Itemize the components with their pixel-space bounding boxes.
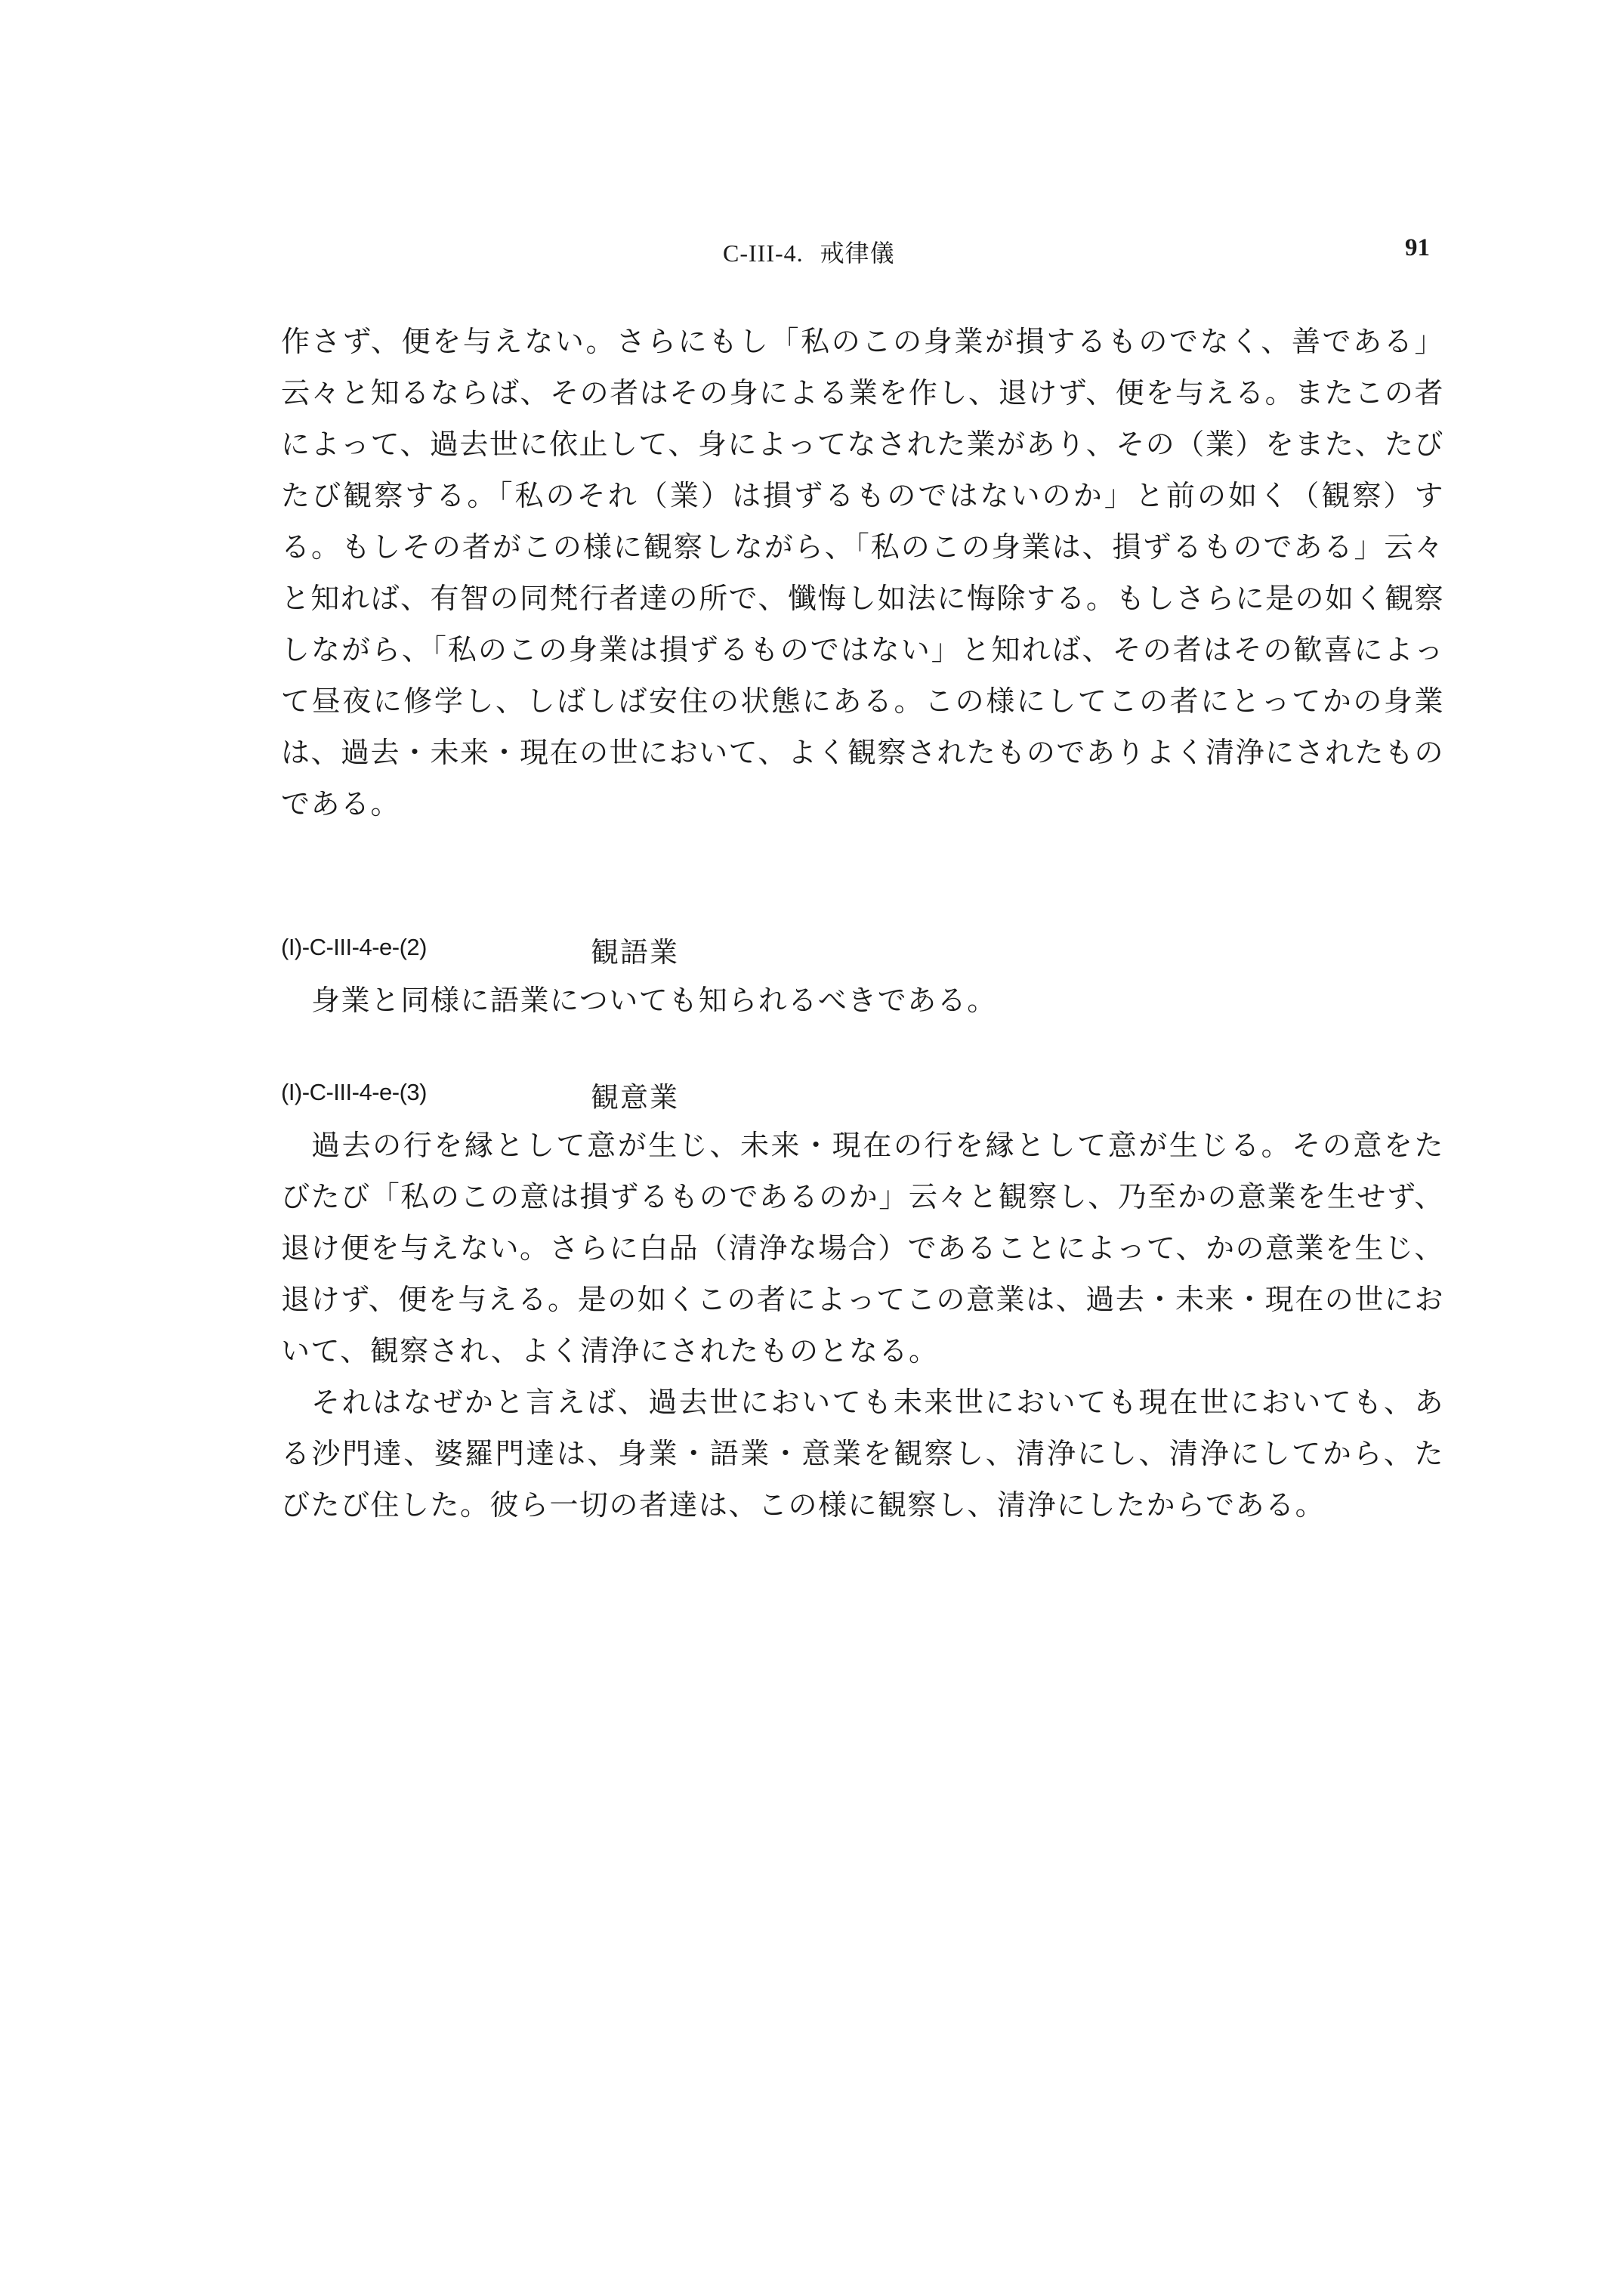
section-body [281,975,1444,1026]
intro-text-block [281,316,1444,830]
header-section-ref: C-III-4. [723,239,804,267]
section-body [281,1120,1444,1531]
section-paragraph: 過去の行を縁として意が生じ、未来・現在の行を縁として意が生じる。その意をたびたび「私のこの意は損ずるものであるのか」云々と観察し、乃至かの意業を生せず、退け便を与えない。さらに白品（清浄な場合）であることによって、かの意業を生じ、退けず、便を与える。是の如くこの者によってこの意業は、過去・未来・現在の世において、観察され、よく清浄にされたものとなる。 [281,1129,1444,1367]
intro-paragraph: 作さず、便を与えない。さらにもし「私のこの身業が損するものでなく、善である」云々と知るならば、その者はその身による業を作し、退けず、便を与える。またこの者によって、過去世に依止して、身によってなされた業があり、その（業）をまた、たびたび観察する。「私のそれ（業）は損ずるものではないのか」と前の如く（観察）する。もしその者がこの様に観察しながら、「私のこの身業は、損ずるものである」云々と知れば、有智の同梵行者達の所で、懺悔し如法に悔除する。もしさらに是の如く観察しながら、「私のこの身業は損ずるものではない」と知れば、その者はその歓喜によって昼夜に修学し、しばしば安住の状態にある。この様にしてこの者にとってかの身業は、過去・未来・現在の世において、よく観察されたものでありよく清浄にされたものである。 [281,325,1444,820]
section-paragraph: 身業と同様に語業についても知られるべきである。 [311,984,997,1017]
page-number: 91 [1405,234,1430,261]
section-observe-speech [281,929,1444,1026]
section-heading [281,1074,1444,1120]
section-observe-mind [281,1074,1444,1531]
running-header [0,234,1624,272]
section-title: 観語業 [591,936,679,969]
section-heading [281,929,1444,975]
section-id: (I)-C-III-4-e-(3) [281,1079,427,1105]
header-title [723,234,895,269]
section-paragraph: それはなぜかと言えば、過去世においても未来世においても現在世においても、ある沙門達、婆羅門達は、身業・語業・意業を観察し、清浄にし、清浄にしてから、たびたび住した。彼ら一切の者達は、この様に観察し、清浄にしたからである。 [281,1386,1444,1522]
section-id: (I)-C-III-4-e-(2) [281,934,427,960]
header-section-name: 戒律儀 [820,239,895,267]
section-title: 観意業 [591,1081,679,1114]
